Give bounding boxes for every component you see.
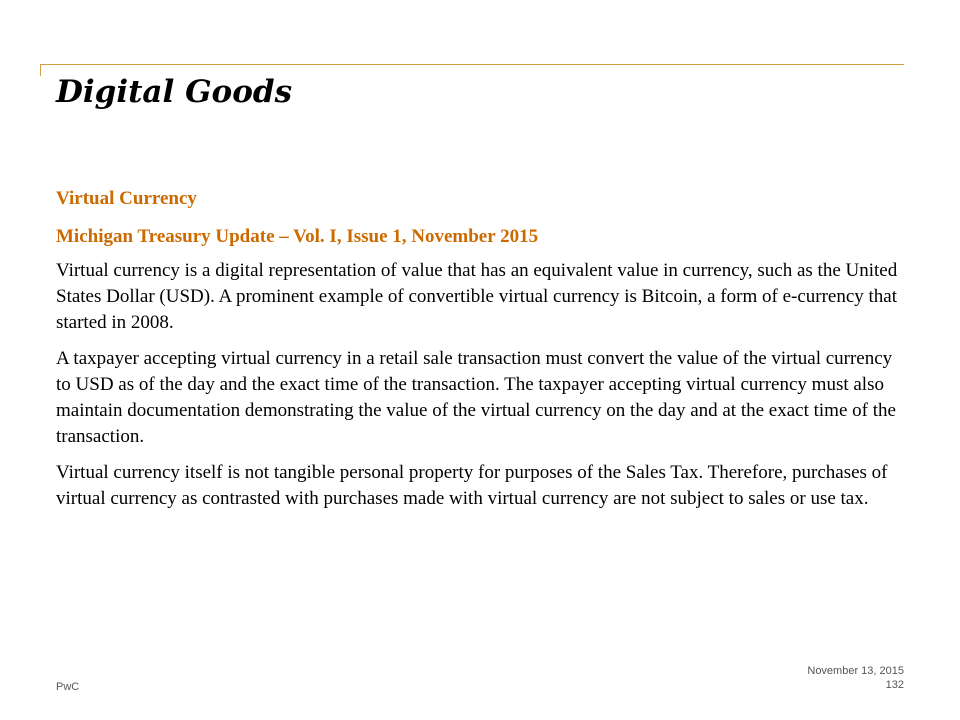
- slide-content: [56, 186, 908, 522]
- source-citation: Michigan Treasury Update – Vol. I, Issue 1, November 2015: [56, 226, 539, 247]
- page-number: 132: [885, 679, 904, 691]
- footer-brand: PwC: [56, 681, 80, 693]
- footer-date: November 13, 2015: [807, 665, 904, 677]
- title-rule: [40, 64, 904, 65]
- body-paragraph-2: A taxpayer accepting virtual currency in a retail sale transaction must convert the value of the virtual currency to USD as of the day and the exact time of the transaction. The taxpayer accepting virtual currency must also maintain documentation demonstrating the value of the virtual currency on the day and at the exact time of the transaction.: [56, 348, 896, 447]
- body-paragraph-3: Virtual currency itself is not tangible personal property for purposes of the Sales Tax. Therefore, purchases of virtual currency as contrasted with purchases made with virtual currency are not subject to sales or use tax.: [56, 462, 888, 509]
- body-paragraph-1: Virtual currency is a digital representation of value that has an equivalent value in currency, such as the United States Dollar (USD). A prominent example of convertible virtual currency is Bitcoin, a form of e-currency that started in 2008.: [56, 260, 898, 333]
- footer-meta: [807, 664, 904, 692]
- title-rule-tick: [40, 64, 41, 76]
- slide-title: Digital Goods: [56, 74, 293, 110]
- section-subheading: Virtual Currency: [56, 188, 197, 209]
